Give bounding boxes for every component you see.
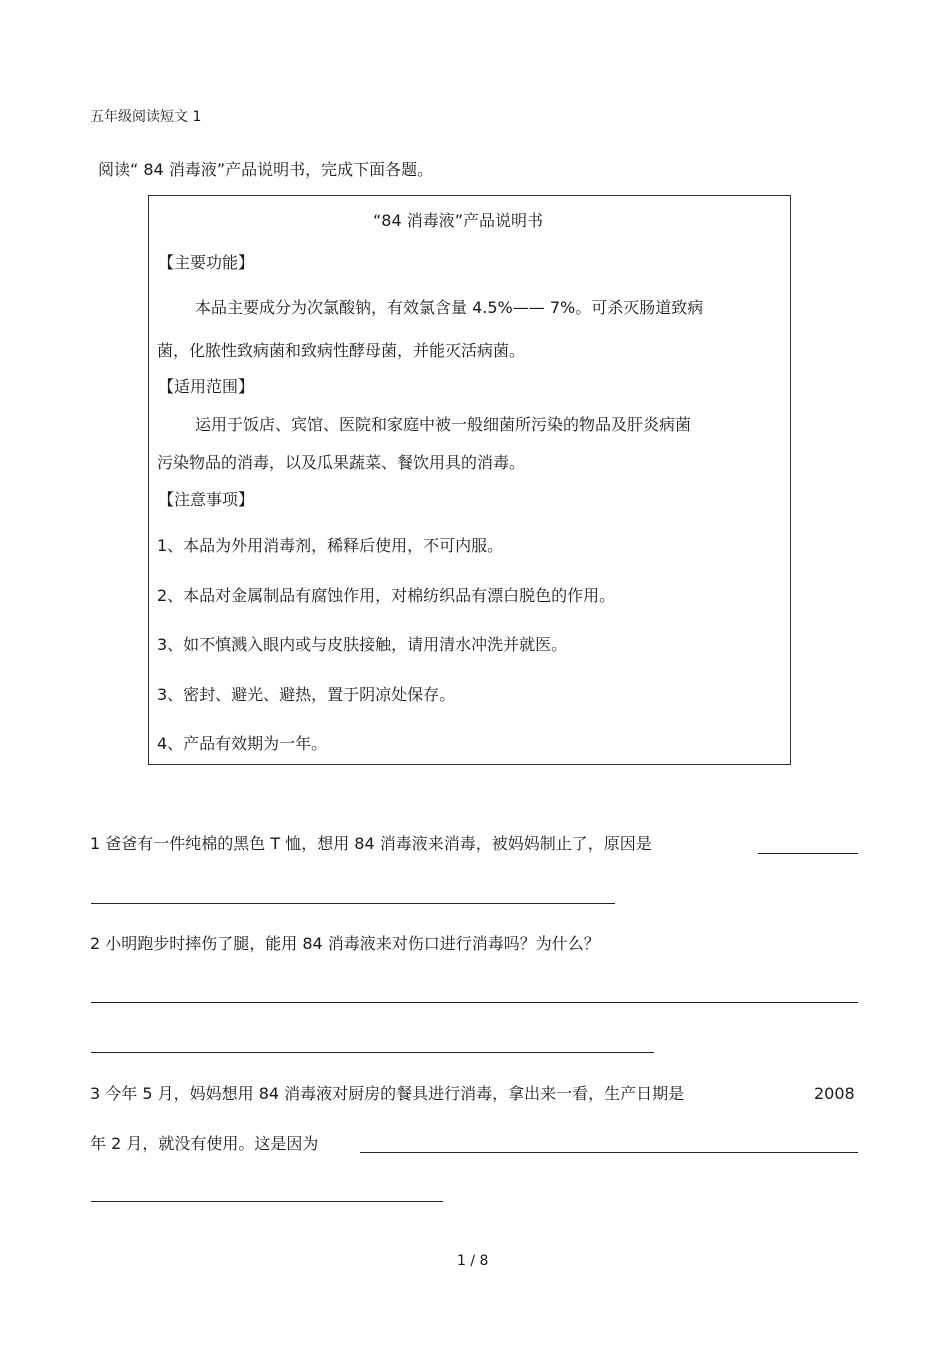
scope-line-2: 污染物品的消毒，以及瓜果蔬菜、餐饮用具的消毒。 (157, 453, 526, 472)
answer-line-q1[interactable] (758, 853, 858, 854)
answer-line-q2[interactable] (91, 1052, 654, 1053)
note-item: 3、密封、避光、避热，置于阴凉处保存。 (157, 685, 456, 704)
answer-line-q3[interactable] (91, 1201, 443, 1202)
note-item: 2、本品对金属制品有腐蚀作用，对棉纺织品有漂白脱色的作用。 (157, 586, 616, 605)
function-heading: 【主要功能】 (158, 253, 255, 272)
question-3-year: 2008 (814, 1084, 855, 1103)
scope-heading: 【适用范围】 (158, 377, 255, 396)
question-1: 1 爸爸有一件纯棉的黑色 T 恤，想用 84 消毒液来消毒，被妈妈制止了，原因是 (90, 834, 652, 853)
answer-line-q1[interactable] (91, 903, 615, 904)
product-manual-box (148, 195, 791, 765)
scope-line-1: 运用于饭店、宾馆、医院和家庭中被一般细菌所污染的物品及肝炎病菌 (195, 415, 692, 434)
note-item: 3、如不慎溅入眼内或与皮肤接触，请用清水冲洗并就医。 (157, 635, 568, 654)
answer-line-q2[interactable] (91, 1002, 858, 1003)
intro-text: 阅读“ 84 消毒液”产品说明书，完成下面各题。 (98, 160, 434, 179)
manual-title: “84 消毒液”产品说明书 (373, 211, 544, 230)
function-line-2: 菌，化脓性致病菌和致病性酵母菌，并能灭活病菌。 (157, 341, 526, 360)
answer-line-q3[interactable] (360, 1152, 858, 1153)
page-number: 1 / 8 (457, 1253, 489, 1269)
function-line-1: 本品主要成分为次氯酸钠，有效氯含量 4.5%—— 7%。可杀灭肠道致病 (195, 298, 704, 317)
note-item: 1、本品为外用消毒剂，稀释后使用，不可内服。 (157, 536, 504, 555)
question-2: 2 小明跑步时摔伤了腿，能用 84 消毒液来对伤口进行消毒吗？为什么？ (90, 934, 600, 953)
note-item: 4、产品有效期为一年。 (157, 734, 328, 753)
question-3-line-1: 3 今年 5 月，妈妈想用 84 消毒液对厨房的餐具进行消毒，拿出来一看，生产日期是 (90, 1084, 685, 1103)
notes-heading: 【注意事项】 (158, 490, 255, 509)
document-header: 五年级阅读短文 1 (90, 109, 202, 125)
question-3-line-2: 年 2 月，就没有使用。这是因为 (90, 1134, 319, 1153)
